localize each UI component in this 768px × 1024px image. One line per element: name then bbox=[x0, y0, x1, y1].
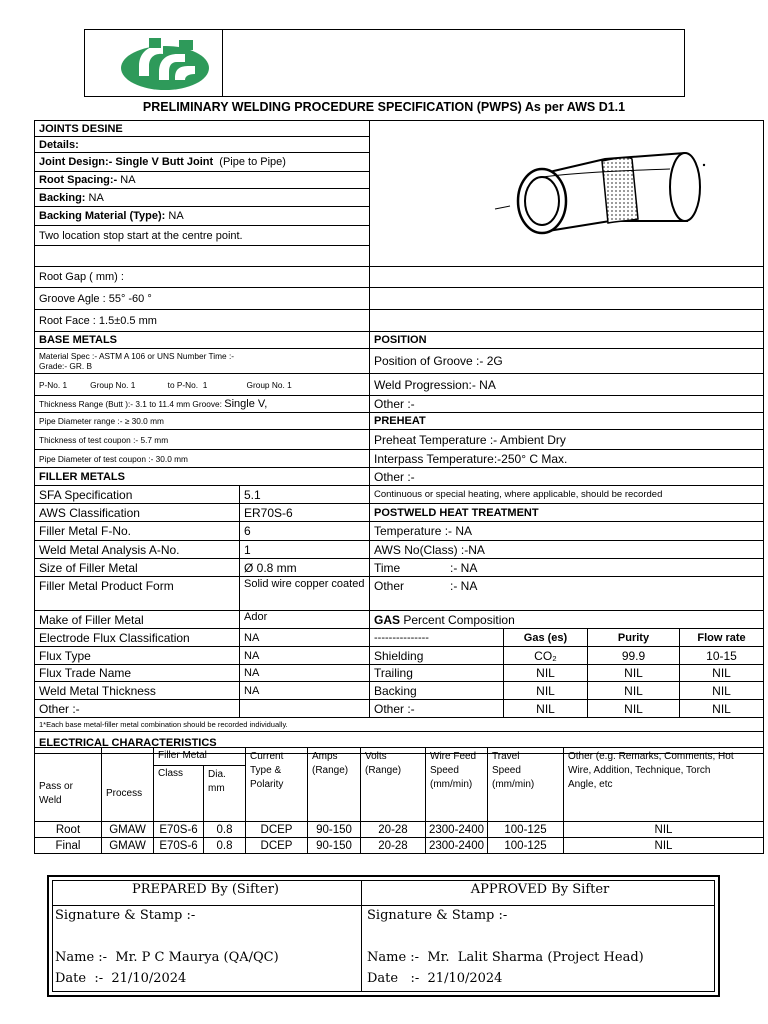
gas-cell: NIL bbox=[504, 682, 588, 700]
header-wire-feed: Wire Feed Speed (mm/min) bbox=[426, 748, 488, 822]
approved-name: Name :- Mr. Lalit Sharma (Project Head) bbox=[367, 950, 644, 965]
gas-cell: NIL bbox=[504, 700, 588, 718]
pipe-diameter-range: Pipe Diameter range :- ≥ 30.0 mm bbox=[35, 413, 370, 430]
root-gap: Root Gap ( mm) : bbox=[35, 267, 370, 288]
joint-sketch-cell bbox=[370, 121, 764, 267]
approved-date: Date :- 21/10/2024 bbox=[367, 971, 503, 986]
material-spec: Material Spec :- ASTM A 106 or UNS Number Time :- Grade:- GR. B bbox=[35, 349, 370, 374]
backing: Backing: NA bbox=[35, 189, 370, 207]
filler-value: 6 bbox=[240, 522, 370, 541]
gas-cell: 10-15 bbox=[680, 647, 764, 665]
position-other: Other :- bbox=[370, 396, 764, 413]
preheat-temperature: Preheat Temperature :- Ambient Dry bbox=[370, 430, 764, 450]
gas-cell: NIL bbox=[588, 682, 680, 700]
preheat-note: Continuous or special heating, where applicable, should be recorded bbox=[370, 486, 764, 504]
prepared-heading: PREPARED By (Sifter) bbox=[132, 882, 279, 897]
electrical-table bbox=[34, 747, 764, 854]
thickness-coupon: Thickness of test coupon :- 5.7 mm bbox=[35, 430, 370, 450]
gas-cell: CO₂ bbox=[504, 647, 588, 665]
gas-cell: NIL bbox=[680, 700, 764, 718]
pwht-time: Time :- NA bbox=[370, 559, 764, 577]
header-volts: Volts (Range) bbox=[361, 748, 426, 822]
table-row: Final GMAW E70S-6 0.8 DCEP 90-150 20-28 2300-2400 100-125 NIL bbox=[35, 838, 764, 854]
gas-cell: NIL bbox=[680, 682, 764, 700]
gas-row-label: Shielding bbox=[370, 647, 504, 665]
pwht-other: Other :- NA bbox=[370, 577, 764, 611]
header-box bbox=[84, 29, 685, 97]
filler-label: Electrode Flux Classification bbox=[35, 629, 240, 647]
filler-label: Flux Trade Name bbox=[35, 665, 240, 682]
gas-cell: NIL bbox=[504, 665, 588, 682]
filler-value: NA bbox=[240, 682, 370, 700]
pipe-diameter-coupon: Pipe Diameter of test coupon :- 30.0 mm bbox=[35, 450, 370, 468]
gas-cell: NIL bbox=[680, 665, 764, 682]
pwht-temperature: Temperature :- NA bbox=[370, 522, 764, 541]
filler-metals-heading: FILLER METALS bbox=[35, 468, 370, 486]
filler-value: Ador bbox=[240, 611, 370, 629]
filler-label: Filler Metal F-No. bbox=[35, 522, 240, 541]
filler-label: Weld Metal Analysis A-No. bbox=[35, 541, 240, 559]
joint-design: Joint Design:- Single V Butt Joint (Pipe to Pipe) bbox=[35, 153, 370, 172]
root-spacing: Root Spacing:- NA bbox=[35, 172, 370, 189]
filler-value: ER70S-6 bbox=[240, 504, 370, 522]
header-amps: Amps (Range) bbox=[308, 748, 361, 822]
gas-row-label: Trailing bbox=[370, 665, 504, 682]
header-filler-metal: Filler Metal bbox=[154, 748, 246, 766]
filler-value: NA bbox=[240, 665, 370, 682]
interpass-temperature: Interpass Temperature:-250° C Max. bbox=[370, 450, 764, 468]
gas-cell: 99.9 bbox=[588, 647, 680, 665]
pwht-aws-no: AWS No(Class) :-NA bbox=[370, 541, 764, 559]
prepared-date: Date :- 21/10/2024 bbox=[55, 971, 187, 986]
filler-label: Flux Type bbox=[35, 647, 240, 665]
prepared-name: Name :- Mr. P C Maurya (QA/QC) bbox=[55, 950, 279, 965]
gas-column-header: Gas (es) bbox=[504, 629, 588, 647]
backing-material: Backing Material (Type): NA bbox=[35, 207, 370, 226]
filler-label: Weld Metal Thickness bbox=[35, 682, 240, 700]
header-travel: Travel Speed (mm/min) bbox=[488, 748, 564, 822]
electrical-heading: ELECTRICAL CHARACTERISTICS bbox=[35, 732, 764, 754]
filler-value bbox=[240, 700, 370, 718]
gas-dash: --------------- bbox=[370, 629, 504, 647]
gas-cell: NIL bbox=[588, 700, 680, 718]
gas-heading: GAS Percent Composition bbox=[370, 611, 764, 629]
thickness-range: Thickness Range (Butt ):- 3.1 to 11.4 mm Groove: Single V, bbox=[35, 396, 370, 413]
gas-cell: NIL bbox=[588, 665, 680, 682]
filler-label: Make of Filler Metal bbox=[35, 611, 240, 629]
prepared-signature-label: Signature & Stamp :- bbox=[55, 908, 196, 923]
page-title: PRELIMINARY WELDING PROCEDURE SPECIFICATION (PWPS) As per AWS D1.1 bbox=[142, 100, 626, 114]
groove-angle: Groove Agle : 55° -60 ° bbox=[35, 288, 370, 310]
p-number: P-No. 1 Group No. 1 to P-No. 1 Group No. 1 bbox=[35, 374, 370, 396]
header-other: Other (e.g. Remarks, Comments, Hot Wire, Addition, Technique, Torch Angle, etc bbox=[564, 748, 764, 822]
gas-row-label: Backing bbox=[370, 682, 504, 700]
base-metals-heading: BASE METALS bbox=[35, 332, 370, 349]
position-heading: POSITION bbox=[370, 332, 764, 349]
approved-heading: APPROVED By Sifter bbox=[470, 882, 610, 897]
filler-value: 1 bbox=[240, 541, 370, 559]
pwps-main-table bbox=[34, 120, 764, 754]
header-pass: Pass or Weld bbox=[35, 748, 102, 822]
gas-column-header: Flow rate bbox=[680, 629, 764, 647]
filler-label: Filler Metal Product Form bbox=[35, 577, 240, 611]
root-gap-blank-row bbox=[35, 246, 370, 267]
header-class: Class bbox=[154, 766, 204, 822]
filler-label: Size of Filler Metal bbox=[35, 559, 240, 577]
header-current: Current Type & Polarity bbox=[246, 748, 308, 822]
gas-row-label: Other :- bbox=[370, 700, 504, 718]
header-dia: Dia. mm bbox=[204, 766, 246, 822]
company-logo bbox=[119, 36, 211, 92]
filler-value: Solid wire copper coated bbox=[240, 577, 370, 611]
pipe-joint-sketch bbox=[370, 121, 760, 255]
preheat-other: Other :- bbox=[370, 468, 764, 486]
filler-value: NA bbox=[240, 629, 370, 647]
header-process: Process bbox=[102, 748, 154, 822]
table-row: Root GMAW E70S-6 0.8 DCEP 90-150 20-28 2300-2400 100-125 NIL bbox=[35, 822, 764, 838]
signoff-box bbox=[47, 875, 720, 997]
filler-label: Other :- bbox=[35, 700, 240, 718]
filler-footnote: 1*Each base metal-filler metal combination should be recorded individually. bbox=[35, 718, 764, 732]
gas-column-header: Purity bbox=[588, 629, 680, 647]
position-groove: Position of Groove :- 2G bbox=[370, 349, 764, 374]
preheat-heading: PREHEAT bbox=[370, 413, 764, 430]
joints-heading: JOINTS DESINE bbox=[35, 121, 370, 137]
joints-details: Details: bbox=[35, 137, 370, 153]
joint-note: Two location stop start at the centre point. bbox=[35, 226, 370, 246]
filler-label: SFA Specification bbox=[35, 486, 240, 504]
pwht-heading: POSTWELD HEAT TREATMENT bbox=[370, 504, 764, 522]
approved-signature-label: Signature & Stamp :- bbox=[367, 908, 508, 923]
filler-value: Ø 0.8 mm bbox=[240, 559, 370, 577]
root-face: Root Face : 1.5±0.5 mm bbox=[35, 310, 370, 332]
weld-progression: Weld Progression:- NA bbox=[370, 374, 764, 396]
filler-label: AWS Classification bbox=[35, 504, 240, 522]
filler-value: 5.1 bbox=[240, 486, 370, 504]
filler-value: NA bbox=[240, 647, 370, 665]
